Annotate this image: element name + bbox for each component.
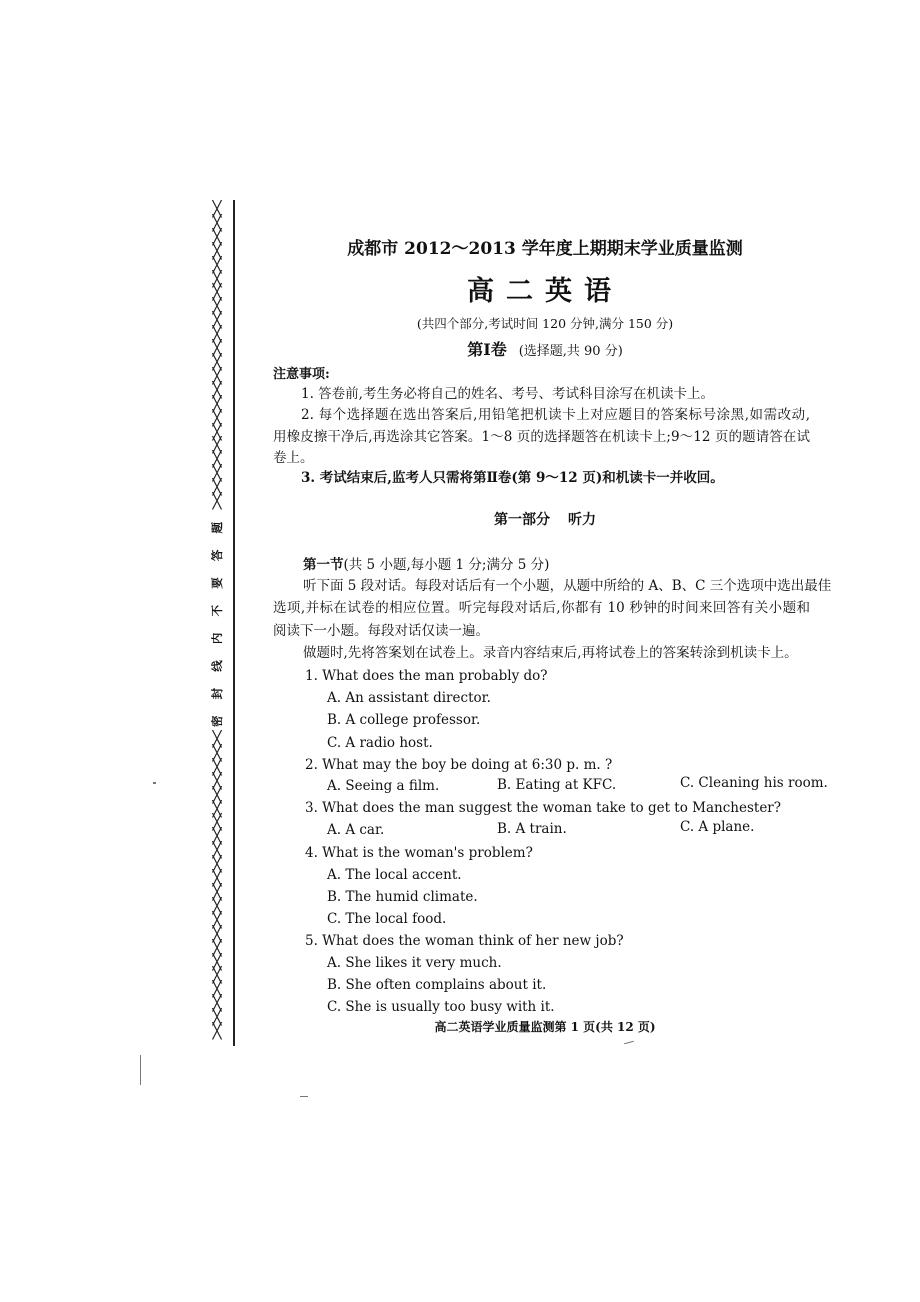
option: C. A radio host. (327, 735, 433, 751)
part-label: 第一部分 (494, 512, 550, 528)
instruction-line: 选项,并标在试卷的相应位置。听完每段对话后,你都有 10 秒钟的时间来回答有关小题和 (273, 600, 810, 616)
x-mark-icon: ╳ (212, 325, 222, 344)
option: B. She often complains about it. (327, 977, 547, 993)
x-mark-icon: ╳ (212, 255, 222, 274)
binding-x-marks-bottom (207, 730, 227, 1041)
note-item: 2. 每个选择题在选出答案后,用铅笔把机读卡上对应题目的答案标号涂黑,如需改动, (301, 407, 810, 423)
x-mark-icon: ╳ (212, 269, 222, 288)
x-mark-icon: ╳ (212, 882, 222, 901)
note-item: 1. 答卷前,考生务必将自己的姓名、考号、考试科目涂写在机读卡上。 (301, 386, 714, 402)
instruction-line: 做题时,先将答案划在试卷上。录音内容结束后,再将试卷上的答案转涂到机读卡上。 (303, 645, 798, 661)
option: B. Eating at KFC. (497, 777, 617, 793)
volume-heading (0, 341, 920, 361)
x-mark-icon: ╳ (212, 366, 222, 385)
exam-title: 成都市 2012～2013 学年度上期期末学业质量监测 (347, 239, 743, 259)
x-mark-icon: ╳ (212, 910, 222, 929)
part-heading (0, 511, 920, 529)
x-mark-icon: ╳ (212, 799, 222, 818)
x-mark-icon: ╳ (212, 464, 222, 483)
exam-meta: (共四个部分,考试时间 120 分钟,满分 150 分) (416, 316, 674, 331)
volume-label: 第Ⅰ卷 (467, 340, 507, 359)
option: A. Seeing a film. (327, 778, 440, 794)
scan-artifact (624, 1041, 634, 1045)
part-name: 听力 (568, 512, 596, 528)
x-mark-icon: ╳ (212, 283, 222, 302)
scan-artifact (153, 782, 156, 784)
x-mark-icon: ╳ (212, 813, 222, 832)
note-item: 用橡皮擦干净后,再选涂其它答案。1～8 页的选择题答在机读卡上;9～12 页的题请答在试 (273, 429, 810, 445)
x-mark-icon: ╳ (212, 827, 222, 846)
section-heading (303, 556, 549, 574)
volume-note: (选择题,共 90 分) (518, 344, 623, 359)
x-mark-icon: ╳ (212, 380, 222, 399)
x-mark-icon: ╳ (212, 241, 222, 260)
x-mark-icon: ╳ (212, 869, 222, 888)
x-mark-icon: ╳ (212, 394, 222, 413)
scan-artifact (300, 1096, 308, 1097)
x-mark-icon: ╳ (212, 213, 222, 232)
x-mark-icon: ╳ (212, 450, 222, 469)
option: A. An assistant director. (327, 690, 491, 706)
notes-heading: 注意事项: (273, 367, 330, 382)
option: C. Cleaning his room. (680, 775, 828, 791)
scan-artifact (140, 1055, 141, 1085)
x-mark-icon: ╳ (212, 422, 222, 441)
note-item: 3. 考试结束后,监考人只需将第Ⅱ卷(第 9～12 页)和机读卡一并收回。 (301, 470, 724, 486)
x-mark-icon: ╳ (212, 492, 222, 511)
x-mark-icon: ╳ (212, 1022, 222, 1041)
x-mark-icon: ╳ (212, 227, 222, 246)
option: C. She is usually too busy with it. (327, 999, 555, 1015)
x-mark-icon: ╳ (212, 841, 222, 860)
x-mark-icon: ╳ (212, 966, 222, 985)
question-4: 4. What is the woman's problem? (305, 845, 533, 861)
subject-title: 高二英语 (467, 276, 623, 307)
x-mark-icon: ╳ (212, 896, 222, 915)
x-mark-icon: ╳ (212, 743, 222, 762)
x-mark-icon: ╳ (212, 297, 222, 316)
section-label: 第一节 (303, 557, 344, 573)
binding-warning-text: 密封线内不要答题 (210, 522, 224, 727)
x-mark-icon: ╳ (212, 408, 222, 427)
x-mark-icon: ╳ (212, 771, 222, 790)
option: A. A car. (327, 822, 385, 838)
x-mark-icon: ╳ (212, 311, 222, 330)
option: C. A plane. (680, 819, 755, 835)
x-mark-icon: ╳ (212, 352, 222, 371)
question-2: 2. What may the boy be doing at 6:30 p. m. ? (305, 757, 613, 773)
question-3: 3. What does the man suggest the woman take to get to Manchester? (305, 800, 781, 816)
question-5: 5. What does the woman think of her new job? (305, 933, 624, 949)
x-mark-icon: ╳ (212, 938, 222, 957)
x-mark-icon: ╳ (212, 730, 222, 748)
instruction-line: 听下面 5 段对话。每段对话后有一个小题，从题中所给的 A、B、C 三个选项中选出最佳 (303, 578, 832, 594)
instruction-line: 阅读下一小题。每段对话仅读一遍。 (273, 623, 489, 639)
x-mark-icon: ╳ (212, 436, 222, 455)
option: B. A college professor. (327, 712, 481, 728)
x-mark-icon: ╳ (212, 339, 222, 358)
option: A. The local accent. (327, 867, 462, 883)
x-mark-icon: ╳ (212, 980, 222, 999)
x-mark-icon: ╳ (212, 994, 222, 1013)
x-mark-icon: ╳ (212, 855, 222, 874)
x-mark-icon: ╳ (212, 757, 222, 776)
option: A. She likes it very much. (327, 955, 502, 971)
x-mark-icon: ╳ (212, 924, 222, 943)
x-mark-icon: ╳ (212, 952, 222, 971)
binding-warning (204, 522, 230, 727)
x-mark-icon: ╳ (212, 200, 222, 218)
page-footer: 高二英语学业质量监测第 1 页(共 12 页) (434, 1020, 656, 1034)
x-mark-icon: ╳ (212, 478, 222, 497)
option: C. The local food. (327, 911, 447, 927)
question-1: 1. What does the man probably do? (305, 668, 548, 684)
option: B. The humid climate. (327, 889, 478, 905)
option: B. A train. (497, 821, 567, 837)
note-item: 卷上。 (273, 450, 314, 466)
x-mark-icon: ╳ (212, 785, 222, 804)
section-note: (共 5 小题,每小题 1 分;满分 5 分) (343, 557, 550, 573)
x-mark-icon: ╳ (212, 1008, 222, 1027)
